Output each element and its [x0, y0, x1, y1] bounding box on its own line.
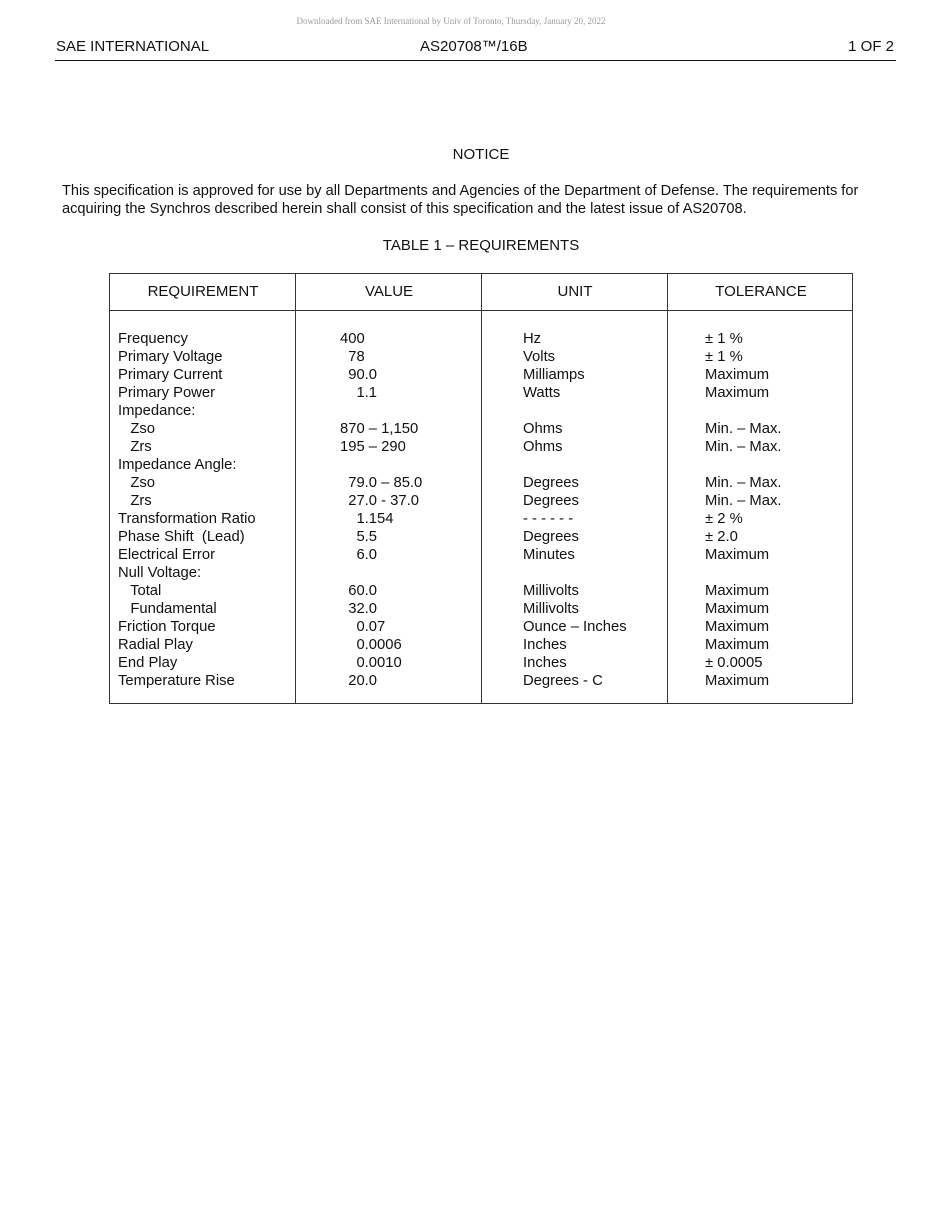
tolerance-cell: ± 1 %: [705, 349, 743, 365]
requirement-cell: Impedance Angle:: [118, 457, 237, 473]
header-tolerance: TOLERANCE: [715, 283, 807, 300]
tolerance-cell: Maximum: [705, 601, 770, 617]
requirement-cell: Null Voltage:: [118, 565, 202, 581]
unit-cell: Ohms: [523, 439, 563, 455]
unit-cell: Watts: [523, 385, 561, 401]
requirement-cell: Zrs: [118, 439, 152, 455]
unit-cell: [523, 456, 627, 474]
unit-cell: Milliamps: [523, 367, 585, 383]
tolerance-cell: Min. – Max.: [705, 493, 782, 509]
tolerance-cell: Maximum: [705, 673, 770, 689]
unit-cell: Hz: [523, 331, 542, 347]
tolerance-cell: Min. – Max.: [705, 475, 782, 491]
requirement-cell: Radial Play: [118, 637, 193, 653]
tolerance-cell: [705, 564, 781, 582]
value-cell: [340, 456, 422, 474]
tolerance-cell: Min. – Max.: [705, 421, 782, 437]
page-header: [55, 38, 896, 61]
unit-cell: [523, 402, 627, 420]
unit-cell: [523, 564, 627, 582]
value-cell: 79.0 – 85.0: [340, 475, 423, 491]
requirement-cell: Frequency: [118, 331, 188, 347]
document-number: AS20708™/16B: [420, 38, 528, 55]
requirement-cell: Fundamental: [118, 601, 217, 617]
header-unit: UNIT: [557, 283, 593, 300]
unit-cell: Ohms: [523, 421, 563, 437]
tolerance-cell: Maximum: [705, 385, 770, 401]
tolerance-cell: ± 0.0005: [705, 655, 763, 671]
unit-cell: Ounce – Inches: [523, 619, 627, 635]
unit-cell: Degrees: [523, 493, 579, 509]
requirement-cell: Electrical Error: [118, 547, 216, 563]
column-divider: [481, 274, 482, 703]
tolerance-cell: ± 1 %: [705, 331, 743, 347]
column-divider: [295, 274, 296, 703]
value-cell: [340, 564, 422, 582]
value-cell: 1.1: [340, 385, 378, 401]
requirement-column: [118, 330, 256, 690]
header-divider: [110, 310, 852, 311]
tolerance-cell: Maximum: [705, 583, 770, 599]
tolerance-cell: [705, 456, 781, 474]
requirement-cell: Zrs: [118, 493, 152, 509]
requirement-cell: Primary Current: [118, 367, 223, 383]
table-title: TABLE 1 – REQUIREMENTS: [382, 237, 580, 254]
unit-cell: Degrees - C: [523, 673, 603, 689]
unit-cell: Minutes: [523, 547, 575, 563]
tolerance-column: [705, 330, 781, 690]
requirements-table: [109, 273, 853, 704]
notice-title: NOTICE: [452, 146, 510, 163]
notice-paragraph: This specification is approved for use by all Departments and Agencies of the Department of Defense. The requirements for acquiring the Synchros described herein shall consist of this specification and the latest issue of AS20708.: [62, 183, 859, 217]
requirement-cell: Total: [118, 583, 162, 599]
requirement-cell: Impedance:: [118, 403, 196, 419]
tolerance-cell: Min. – Max.: [705, 439, 782, 455]
header-requirement: REQUIREMENT: [147, 283, 259, 300]
value-cell: 870 – 1,150: [340, 421, 419, 437]
value-cell: 20.0: [340, 673, 378, 689]
requirement-cell: End Play: [118, 655, 178, 671]
tolerance-cell: ± 2.0: [705, 529, 738, 545]
requirement-cell: Zso: [118, 475, 155, 491]
value-cell: 32.0: [340, 601, 378, 617]
value-cell: 5.5: [340, 529, 378, 545]
value-cell: 1.154: [340, 511, 394, 527]
value-cell: 90.0: [340, 367, 378, 383]
tolerance-cell: ± 2 %: [705, 511, 743, 527]
unit-cell: Degrees: [523, 529, 579, 545]
value-cell: 0.0006: [340, 637, 402, 653]
publisher-name: SAE INTERNATIONAL: [56, 38, 210, 55]
value-cell: 78: [340, 349, 365, 365]
unit-cell: Volts: [523, 349, 556, 365]
value-cell: 27.0 - 37.0: [340, 493, 419, 509]
tolerance-cell: Maximum: [705, 547, 770, 563]
requirement-cell: Friction Torque: [118, 619, 216, 635]
download-watermark: Downloaded from SAE International by Univ of Toronto, Thursday, January 20, 2022: [296, 16, 606, 26]
tolerance-cell: Maximum: [705, 637, 770, 653]
unit-cell: Millivolts: [523, 583, 579, 599]
tolerance-cell: Maximum: [705, 367, 770, 383]
requirement-cell: Primary Voltage: [118, 349, 223, 365]
value-cell: 0.07: [340, 619, 386, 635]
value-cell: 60.0: [340, 583, 378, 599]
unit-cell: Inches: [523, 637, 567, 653]
unit-cell: Millivolts: [523, 601, 579, 617]
value-cell: 400: [340, 331, 365, 347]
unit-cell: Degrees: [523, 475, 579, 491]
requirement-cell: Zso: [118, 421, 155, 437]
unit-cell: Inches: [523, 655, 567, 671]
unit-cell: - - - - - -: [523, 511, 574, 527]
requirement-cell: Primary Power: [118, 385, 216, 401]
unit-column: [523, 330, 627, 690]
tolerance-cell: Maximum: [705, 619, 770, 635]
value-cell: [340, 402, 422, 420]
requirement-cell: Transformation Ratio: [118, 511, 256, 527]
value-cell: 0.0010: [340, 655, 402, 671]
header-value: VALUE: [364, 283, 414, 300]
page-number: 1 OF 2: [848, 38, 894, 55]
value-column: [340, 330, 422, 690]
requirement-cell: Phase Shift (Lead): [118, 529, 245, 545]
column-divider: [667, 274, 668, 703]
value-cell: 195 – 290: [340, 439, 406, 455]
tolerance-cell: [705, 402, 781, 420]
value-cell: 6.0: [340, 547, 378, 563]
requirement-cell: Temperature Rise: [118, 673, 235, 689]
